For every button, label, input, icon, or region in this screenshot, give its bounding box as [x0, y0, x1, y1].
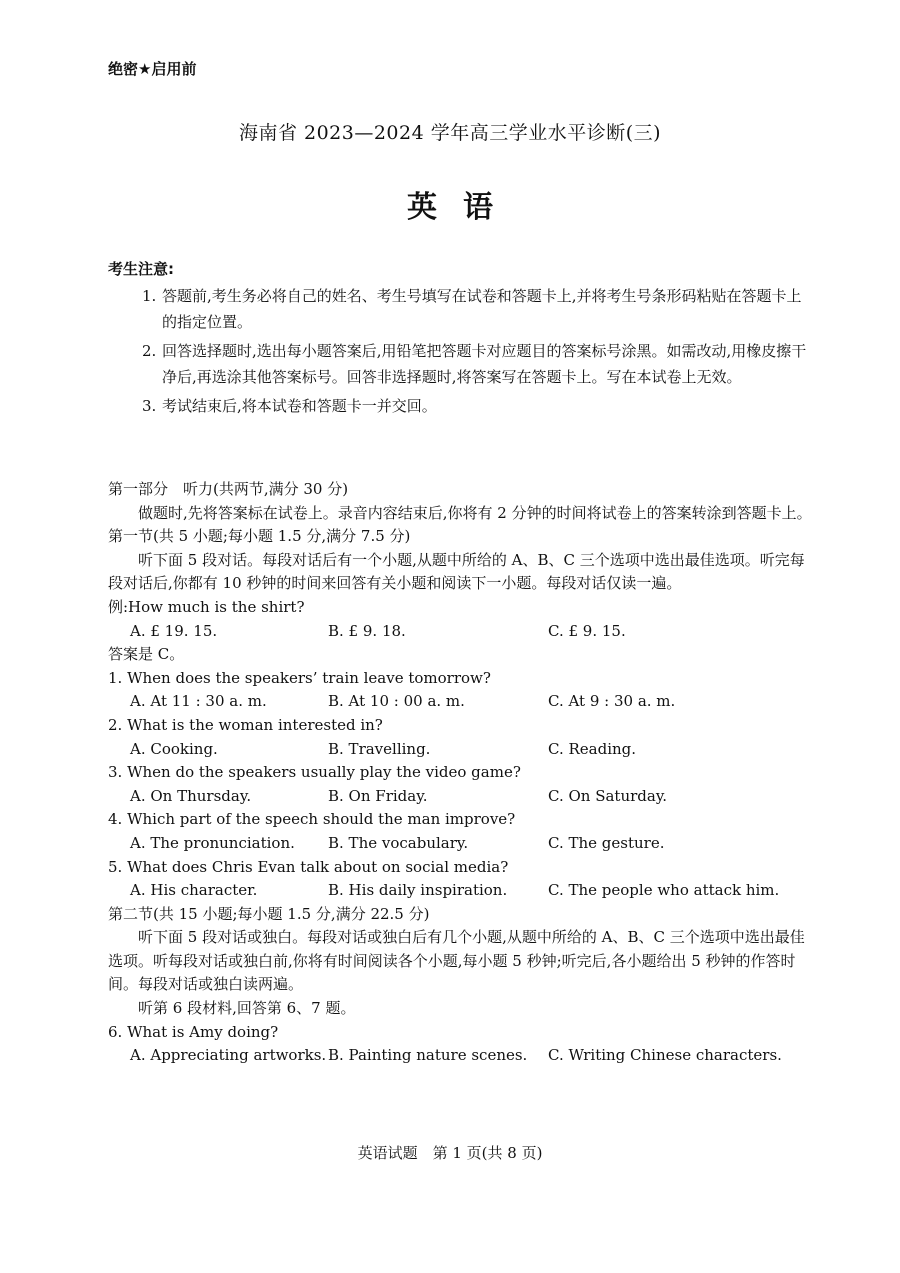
notice-item-text: 回答选择题时,选出每小题答案后,用铅笔把答题卡对应题目的答案标号涂黑。如需改动,用橡皮擦干净后,再选涂其他答案标号。回答非选择题时,将答案写在答题卡上。写在本试卷上无效。 [162, 342, 807, 386]
question-text: 3. When do the speakers usually play the video game? [108, 763, 521, 782]
option-b: B. At 10 : 00 a. m. [328, 692, 465, 711]
option-b: B. Travelling. [328, 739, 431, 758]
notice-item-text: 答题前,考生务必将自己的姓名、考生号填写在试卷和答题卡上,并将考生号条形码粘贴在答题卡上的指定位置。 [162, 287, 802, 331]
section1-heading: 第一节(共 5 小题;每小题 1.5 分,满分 7.5 分) [108, 527, 411, 546]
notice-item [108, 283, 808, 335]
subject-title: 英语 [407, 190, 519, 225]
notice-item-number: 3. [142, 397, 157, 415]
option-a: A. £ 19. 15. [130, 621, 218, 640]
example-question: 例:How much is the shirt? [108, 597, 305, 616]
option-c: C. On Saturday. [548, 786, 668, 805]
question-text: 5. What does Chris Evan talk about on social media? [108, 857, 509, 876]
option-b: B. Painting nature scenes. [328, 1046, 528, 1065]
notice-heading: 考生注意: [108, 260, 174, 278]
option-c: C. £ 9. 15. [548, 621, 626, 640]
section2-heading: 第二节(共 15 小题;每小题 1.5 分,满分 22.5 分) [108, 904, 430, 923]
question-options [108, 690, 813, 714]
example-options [108, 620, 813, 644]
option-b: B. His daily inspiration. [328, 881, 508, 900]
notice-item-number: 1. [142, 287, 157, 305]
section1-intro: 听下面 5 段对话。每段对话后有一个小题,从题中所给的 A、B、C 三个选项中选出最佳选项。听完每段对话后,你都有 10 秒钟的时间来回答有关小题和阅读下一小题。每段对话仅读一遍。 [108, 550, 805, 593]
option-c: C. Writing Chinese characters. [548, 1046, 782, 1065]
question-options [108, 1044, 813, 1068]
exam-title: 海南省 2023—2024 学年高三学业水平诊断(三) [238, 122, 662, 144]
option-a: A. On Thursday. [130, 786, 252, 805]
question-text: 1. When does the speakers’ train leave tomorrow? [108, 668, 491, 687]
candidate-notice [108, 258, 808, 422]
option-a: A. Appreciating artworks. [130, 1046, 327, 1065]
notice-item [108, 338, 808, 390]
part1-heading: 第一部分 听力(共两节,满分 30 分) [108, 480, 349, 498]
option-b: B. On Friday. [328, 786, 428, 805]
question-options [108, 832, 813, 856]
option-c: C. The gesture. [548, 833, 665, 852]
option-b: B. £ 9. 18. [328, 621, 406, 640]
option-a: A. His character. [130, 881, 258, 900]
page-footer: 英语试题 第 1 页(共 8 页) [357, 1144, 543, 1162]
example-answer: 答案是 C。 [108, 645, 185, 664]
question-text: 4. Which part of the speech should the man improve? [108, 810, 516, 829]
question-text: 6. What is Amy doing? [108, 1022, 279, 1041]
question-options [108, 738, 813, 762]
question-options [108, 879, 813, 903]
notice-item-number: 2. [142, 342, 157, 360]
part1-intro: 做题时,先将答案标在试卷上。录音内容结束后,你将有 2 分钟的时间将试卷上的答案转涂到答题卡上。 [138, 503, 812, 522]
option-b: B. The vocabulary. [328, 833, 469, 852]
option-c: C. At 9 : 30 a. m. [548, 692, 676, 711]
option-c: C. The people who attack him. [548, 881, 780, 900]
confidential-label: 绝密★启用前 [108, 60, 197, 78]
option-c: C. Reading. [548, 739, 637, 758]
listening-part [108, 478, 813, 1068]
notice-item [108, 393, 808, 419]
question-text: 2. What is the woman interested in? [108, 715, 383, 734]
notice-item-text: 考试结束后,将本试卷和答题卡一并交回。 [162, 397, 437, 415]
option-a: A. At 11 : 30 a. m. [130, 692, 267, 711]
section2-intro: 听下面 5 段对话或独白。每段对话或独白后有几个小题,从题中所给的 A、B、C 三个选项中选出最佳选项。听每段对话或独白前,你将有时间阅读各个小题,每小题 5 秒钟;听完后,各小题给出 5 秒钟的作答时间。每段对话或独白读两遍。 [108, 928, 805, 994]
material-instruction: 听第 6 段材料,回答第 6、7 题。 [138, 999, 356, 1018]
question-options [108, 785, 813, 809]
option-a: A. The pronunciation. [130, 833, 295, 852]
option-a: A. Cooking. [130, 739, 218, 758]
